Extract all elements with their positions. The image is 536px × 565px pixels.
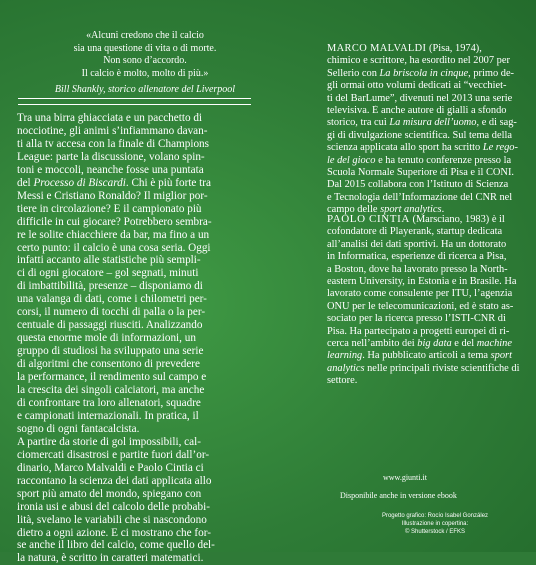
- italic-title: learning: [327, 350, 363, 362]
- text-run: di algoritmi che consentono di prevedere: [17, 358, 200, 371]
- text-run: ci di ogni giocatore – gol segnati, minuti: [17, 267, 199, 280]
- italic-title: le del gioco: [327, 154, 376, 166]
- blurb-line: [17, 216, 253, 229]
- text-run: Messi e Cristiano Ronaldo? Il miglior por-: [17, 189, 208, 202]
- text-run: Pisa. Ha partecipato a progetti europei di ri-: [327, 325, 510, 337]
- text-run: la crescita dei singoli calciatori, ma anche: [17, 384, 205, 397]
- bio-line: [327, 105, 527, 117]
- blurb-line: [17, 229, 253, 242]
- blurb-line: [17, 242, 253, 255]
- text-run: storico, tra cui: [327, 117, 390, 129]
- text-run: dietro a ogni azione. E ci mostrano che for-: [17, 526, 211, 539]
- text-run: gruppo di studiosi ha sviluppato una serie: [17, 345, 204, 358]
- text-run: campo delle: [327, 204, 381, 216]
- blurb-line: [17, 475, 253, 488]
- italic-title: analytics: [327, 362, 365, 374]
- text-run: infatti accanto alle statistiche più sempli-: [17, 254, 201, 267]
- bio-line: [327, 117, 527, 129]
- bio-line: [327, 288, 527, 300]
- text-run: sociato per la ricerca presso l’ISTI-CNR di: [327, 313, 506, 325]
- text-run: raccontano la scienza dei dati applicata allo: [17, 474, 212, 487]
- italic-title: sport: [490, 350, 512, 362]
- text-run: settore.: [327, 375, 358, 387]
- blurb-line: [17, 177, 253, 190]
- blurb-line: [17, 501, 253, 514]
- text-run: ironia usi e abusi del calcolo delle probabi-: [17, 500, 210, 513]
- text-run: . Ha pubblicato articoli a tema: [362, 350, 491, 362]
- bio-line: [327, 313, 527, 325]
- bio-line: [327, 338, 527, 350]
- blurb-line: [17, 306, 253, 319]
- text-run: ti alla tv accesa con la finale di Champions: [17, 137, 209, 150]
- italic-title: big data: [417, 338, 452, 350]
- text-run: Sellerio con: [327, 67, 380, 79]
- text-run: del: [17, 176, 34, 189]
- text-run: a Boston, dove ha lavorato presso la North-: [327, 263, 508, 275]
- text-run: toni e moccoli, neanche fosse una puntata: [17, 163, 204, 176]
- text-run: (Pisa, 1974),: [426, 43, 482, 54]
- bio-line: [327, 301, 527, 313]
- blurb-line: [17, 527, 253, 540]
- quote-line: Non sono d’accordo.: [103, 55, 187, 67]
- bio-line: [327, 93, 527, 105]
- text-run: in Informatica, esperienze di ricerca a Pisa,: [327, 251, 507, 263]
- blurb-line: [17, 254, 253, 267]
- text-run: , e di sag-: [476, 117, 517, 129]
- text-run: difficile in cui giocare? Potrebbero sembra-: [17, 215, 212, 228]
- credits: [345, 512, 525, 536]
- text-run: la natura, è scritto in caratteri matematici.: [17, 552, 204, 565]
- text-run: Tra una birra ghiacciata e un pacchetto di: [17, 112, 203, 124]
- text-run: nelle principali riviste scientifiche di: [364, 362, 520, 374]
- italic-title: La briscola in cinque: [379, 67, 469, 79]
- blurb-line: [17, 112, 253, 125]
- bio-line: [327, 326, 527, 338]
- text-run: lità, svelano le variabili che si nascondono: [17, 513, 207, 526]
- text-run: Dal 2015 collabora con l’Istituto di Scienza: [327, 179, 509, 191]
- text-run: sogno di ogni fantacalcista.: [17, 422, 140, 435]
- italic-title: sport analytics: [380, 204, 442, 216]
- blurb-line: [17, 423, 253, 436]
- text-run: ONU per le telecomunicazioni, ed è stato as-: [327, 300, 514, 312]
- blurb-line: [17, 358, 253, 371]
- bio-line: [327, 55, 527, 67]
- text-run: chimico e scrittore, ha esordito nel 2007 per: [327, 55, 510, 67]
- text-run: (Marsciano, 1983) è il: [409, 214, 505, 225]
- author-name: MARCO MALVALDI: [327, 43, 427, 54]
- author-name: PAOLO CINTIA: [327, 213, 410, 225]
- text-run: cofondatore di Playerank, startup dedicata: [327, 226, 503, 238]
- blurb-line: [17, 488, 253, 501]
- blurb-line: [17, 384, 253, 397]
- text-run: di confrontare tra loro allenatori, squadre: [17, 396, 201, 409]
- bio-line: [327, 155, 527, 167]
- author-bio-cintia: [327, 213, 527, 388]
- text-run: Scuola Normale Superiore di Pisa e il CONI.: [327, 167, 514, 179]
- text-run: gi di divulgazione scientifica. Sul tema della: [327, 129, 512, 141]
- text-run: League: parte la discussione, volano spin-: [17, 150, 205, 163]
- text-run: A partire da storie di gol impossibili, cal-: [17, 435, 201, 448]
- blurb-line: [17, 410, 253, 423]
- blurb-line: [17, 514, 253, 527]
- blurb-line: [17, 371, 253, 384]
- text-run: re le solite chiacchiere da bar, ma fino a un: [17, 228, 210, 241]
- ebook-note: Disponibile anche in versione ebook: [340, 491, 457, 500]
- text-run: ti del BarLume”, divenuti nel 2013 una serie: [327, 92, 513, 104]
- italic-title: Processo di Biscardi: [33, 176, 126, 189]
- italic-title: machine: [476, 338, 512, 350]
- blurb-line: [17, 280, 253, 293]
- blurb-line: [17, 125, 253, 138]
- blurb-line: [17, 293, 253, 306]
- blurb-line: [17, 138, 253, 151]
- italic-title: La misura dell’uomo: [389, 117, 477, 129]
- blurb-line: [17, 332, 253, 345]
- text-run: scienza applicata allo sport ha scritto: [327, 142, 483, 154]
- quote-line: sia una questione di vita o di morte.: [73, 42, 217, 54]
- text-run: , primo de-: [468, 67, 515, 79]
- bio-line: [327, 213, 527, 226]
- text-run: centuale di passaggi riusciti. Analizzando: [17, 319, 203, 332]
- bio-line: [327, 43, 527, 55]
- bio-line: [327, 167, 527, 179]
- text-run: .: [441, 204, 445, 216]
- bio-line: [327, 226, 527, 238]
- blurb-line: [17, 436, 253, 449]
- text-run: dinario, Marco Malvaldi e Paolo Cintia ci: [17, 461, 204, 474]
- blurb-line: [17, 449, 253, 462]
- text-run: lavorato come consulente per ITU, l’agenzia: [327, 288, 513, 300]
- text-run: sport più amato del mondo, spiegano con: [17, 487, 202, 500]
- bio-line: [327, 130, 527, 142]
- text-run: e campionati internazionali. In pratica, il: [17, 409, 199, 422]
- text-run: gli ormai otto volumi dedicati ai “vecchiet-: [327, 80, 507, 92]
- bio-line: [327, 68, 527, 80]
- blurb-line: [17, 397, 253, 410]
- author-bio-malvaldi: [327, 43, 527, 217]
- text-run: tiere in circolazione? E il campionato più: [17, 202, 202, 215]
- text-run: una valanga di dati, come i chilometri per-: [17, 293, 207, 306]
- quote-line: Il calcio è molto, molto di più.»: [81, 67, 209, 79]
- blurb-line: [17, 345, 253, 358]
- blurb-line: [17, 462, 253, 475]
- credit-line: Progetto grafico: Rocío Isabel González: [381, 513, 489, 519]
- text-run: cerca nell’ambito dei: [327, 338, 418, 350]
- epigraph: [40, 30, 250, 97]
- quote-line: «Alcuni credono che il calcio: [86, 30, 204, 41]
- text-run: la performance, il rendimento sul campo e: [17, 371, 207, 384]
- bio-line: [327, 80, 527, 92]
- divider: [18, 104, 251, 105]
- blurb-line: [17, 203, 253, 216]
- bio-line: [327, 251, 527, 263]
- blurb-line: [17, 267, 253, 280]
- text-run: televisiva. È anche autore di gialli a sfondo: [327, 105, 507, 117]
- divider: [18, 98, 251, 99]
- bio-line: [327, 264, 527, 276]
- bio-line: [327, 363, 527, 375]
- blurb-line: [17, 319, 253, 332]
- blurb-text: [17, 112, 253, 565]
- text-run: certo punto: il calcio è una cosa seria. Oggi: [17, 241, 211, 254]
- blurb-line: [17, 552, 253, 565]
- bio-line: [327, 179, 527, 191]
- blurb-line: [17, 164, 253, 177]
- credit-line: © Shutterstock / EFKS: [404, 529, 466, 535]
- blurb-line: [17, 190, 253, 203]
- bio-line: [327, 375, 527, 387]
- bio-line: [327, 192, 527, 204]
- credit-line: Illustrazione in copertina:: [401, 521, 469, 527]
- text-run: e del: [451, 338, 477, 350]
- text-run: e Tecnologia dell’Informazione del CNR nel: [327, 191, 513, 203]
- bio-line: [327, 276, 527, 288]
- quote-attribution: Bill Shankly, storico allenatore del Liverpool: [54, 84, 236, 96]
- text-run: e ha tenuto conferenze presso la: [375, 154, 512, 166]
- publisher-website: www.giunti.it: [383, 473, 427, 482]
- text-run: all’analisi dei dati sportivi. Ha un dottorato: [327, 238, 507, 250]
- bio-line: [327, 142, 527, 154]
- text-run: ciomercati disastrosi e partite fuori dall’or-: [17, 448, 210, 461]
- text-run: di imbattibilità, presenze – disponiamo di: [17, 280, 203, 293]
- bio-line: [327, 350, 527, 362]
- text-run: eastern University, in Estonia e in Brasile. Ha: [327, 276, 517, 288]
- text-run: . Chi è più forte tra: [125, 176, 211, 189]
- text-run: nocciotine, gli animi s’infiammano davan-: [17, 124, 208, 137]
- text-run: se anche il libro del calcio, come quello del-: [17, 539, 215, 552]
- blurb-line: [17, 151, 253, 164]
- text-run: questa enorme mole di informazioni, un: [17, 332, 196, 345]
- italic-title: Le rego-: [482, 142, 518, 154]
- bio-line: [327, 239, 527, 251]
- blurb-line: [17, 539, 253, 552]
- text-run: corsi, il numero di tocchi di palla o la per-: [17, 306, 206, 319]
